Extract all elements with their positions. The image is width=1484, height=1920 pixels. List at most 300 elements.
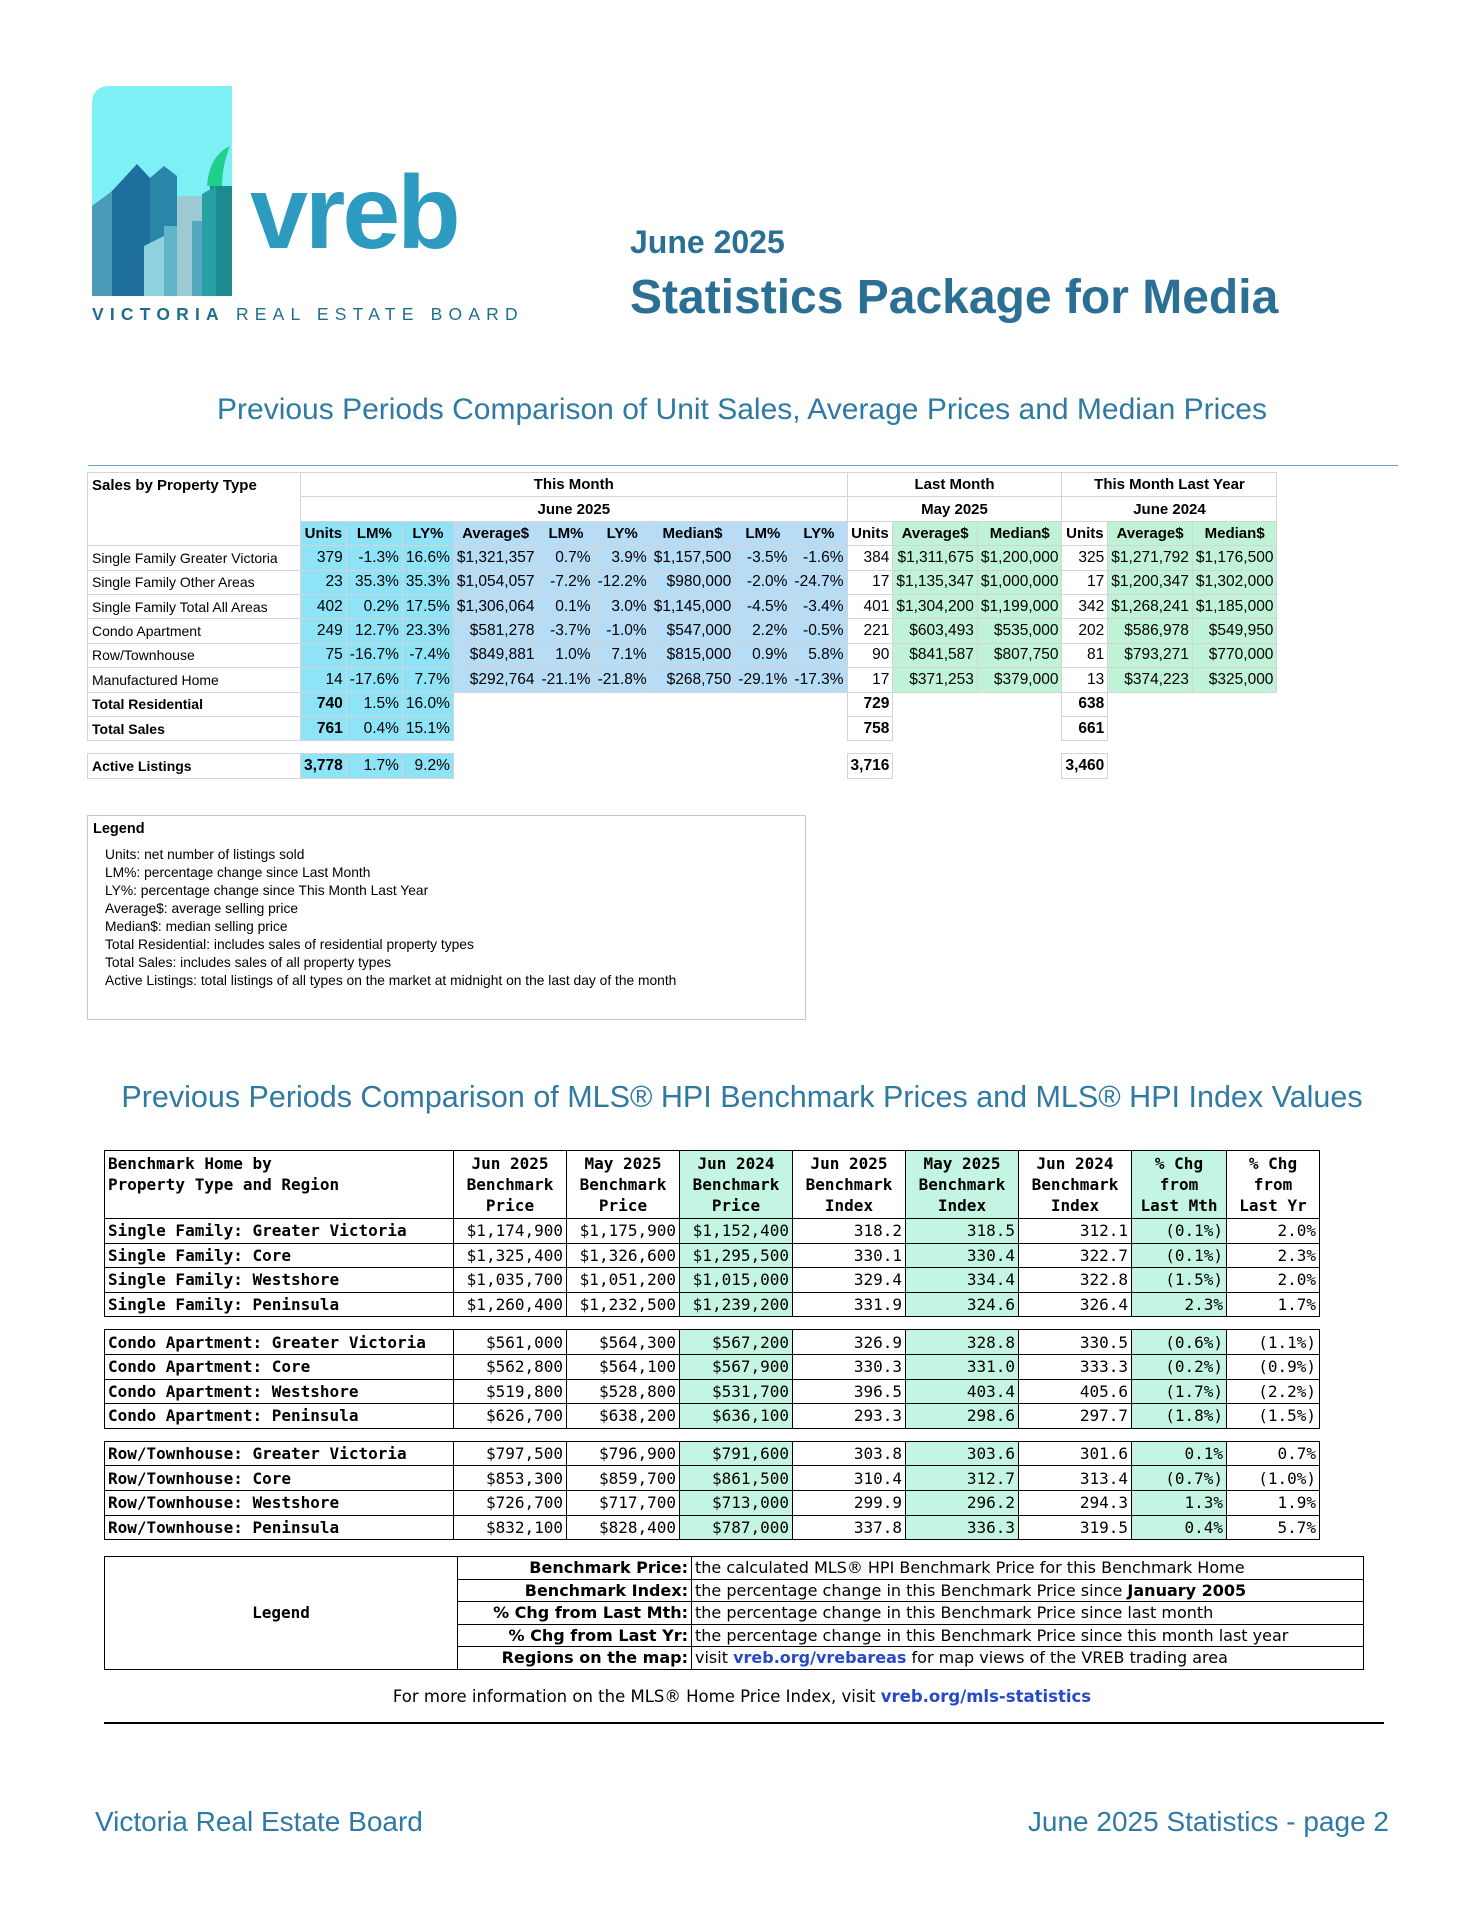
cell: 729 <box>847 692 893 716</box>
row-label: Total Residential <box>88 692 301 716</box>
legend-item: LY%: percentage change since This Month Last Year <box>105 883 429 898</box>
cell: $268,750 <box>650 668 735 692</box>
cell: 9.2% <box>402 754 453 779</box>
cell: (1.5%) <box>1227 1404 1320 1429</box>
legend-key: Regions on the map: <box>458 1647 692 1670</box>
col-header: Median$ <box>977 521 1062 545</box>
table-row <box>105 1515 1320 1540</box>
cell: $1,174,900 <box>454 1219 567 1244</box>
cell: $1,232,500 <box>567 1292 680 1317</box>
cell: $980,000 <box>650 570 735 594</box>
cell: $374,223 <box>1108 668 1193 692</box>
cell: 0.7% <box>1227 1441 1320 1466</box>
cell: 1.7% <box>346 754 402 779</box>
legend-desc: the calculated MLS® HPI Benchmark Price for this Benchmark Home <box>692 1557 1364 1580</box>
row-label: Row/Townhouse: Core <box>105 1466 454 1491</box>
mls-statistics-link[interactable]: vreb.org/mls-statistics <box>880 1687 1092 1706</box>
legend-item: Units: net number of listings sold <box>105 847 305 862</box>
cell: -0.5% <box>791 619 847 643</box>
cell: $828,400 <box>567 1515 680 1540</box>
cell: 0.4% <box>1132 1515 1227 1540</box>
cell: 90 <box>847 643 893 667</box>
cell: 312.1 <box>1019 1219 1132 1244</box>
cell: 384 <box>847 546 893 570</box>
row-label: Single Family: Peninsula <box>105 1292 454 1317</box>
cell: (1.8%) <box>1132 1404 1227 1429</box>
footer-org: Victoria Real Estate Board <box>95 1806 423 1837</box>
cell: 324.6 <box>906 1292 1019 1317</box>
cell: 638 <box>1062 692 1108 716</box>
cell: $562,800 <box>454 1354 567 1379</box>
cell: $787,000 <box>680 1515 793 1540</box>
cell: 75 <box>301 643 347 667</box>
report-month: June 2025 <box>630 224 785 260</box>
table-row <box>88 668 1277 692</box>
table-row <box>88 594 1277 618</box>
cell: (0.9%) <box>1227 1354 1320 1379</box>
cell: 326.9 <box>793 1330 906 1355</box>
total-row <box>88 692 1277 716</box>
cell: $797,500 <box>454 1441 567 1466</box>
row-label: Manufactured Home <box>88 668 301 692</box>
cell: 16.6% <box>402 546 453 570</box>
cell: 17.5% <box>402 594 453 618</box>
cell: $1,302,000 <box>1192 570 1277 594</box>
cell: 2.3% <box>1132 1292 1227 1317</box>
table-row <box>88 643 1277 667</box>
cell: $1,239,200 <box>680 1292 793 1317</box>
cell: -21.1% <box>538 668 594 692</box>
cell: 81 <box>1062 643 1108 667</box>
legend-item: Active Listings: total listings of all types on the market at midnight on the last day of the month <box>105 973 677 988</box>
cell: -7.4% <box>402 643 453 667</box>
cell: $1,175,900 <box>567 1219 680 1244</box>
cell: 23 <box>301 570 347 594</box>
cell: 310.4 <box>793 1466 906 1491</box>
period-last-month: May 2025 <box>847 497 1062 521</box>
cell: 403.4 <box>906 1379 1019 1404</box>
cell: 761 <box>301 716 347 740</box>
cell: $1,200,347 <box>1108 570 1193 594</box>
cell: 299.9 <box>793 1490 906 1515</box>
hpi-col-header: Jun 2024 Benchmark Price <box>680 1151 793 1219</box>
hpi-legend-title: Legend <box>105 1557 458 1670</box>
cell: $1,304,200 <box>893 594 978 618</box>
gap-row <box>105 1317 1320 1330</box>
cell: 329.4 <box>793 1268 906 1293</box>
cell: $519,800 <box>454 1379 567 1404</box>
row-label: Row/Townhouse: Peninsula <box>105 1515 454 1540</box>
cell: 326.4 <box>1019 1292 1132 1317</box>
col-header: Median$ <box>1192 521 1277 545</box>
cell: $371,253 <box>893 668 978 692</box>
cell: $861,500 <box>680 1466 793 1491</box>
legend-key: % Chg from Last Mth: <box>458 1602 692 1625</box>
table-row <box>105 1219 1320 1244</box>
cell: $561,000 <box>454 1330 567 1355</box>
cell: 0.1% <box>1132 1441 1227 1466</box>
col-header: LM% <box>346 521 402 545</box>
cell: 0.9% <box>735 643 791 667</box>
cell: 297.7 <box>1019 1404 1132 1429</box>
cell: 758 <box>847 716 893 740</box>
cell: 661 <box>1062 716 1108 740</box>
table-row <box>105 1466 1320 1491</box>
row-label: Single Family: Greater Victoria <box>105 1219 454 1244</box>
cell: 2.3% <box>1227 1243 1320 1268</box>
cell: (0.1%) <box>1132 1243 1227 1268</box>
footer-page: June 2025 Statistics - page 2 <box>1027 1806 1389 1837</box>
cell: -1.3% <box>346 546 402 570</box>
cell: 3.9% <box>594 546 650 570</box>
cell: $1,015,000 <box>680 1268 793 1293</box>
legend-item: Average$: average selling price <box>105 901 299 916</box>
cell: $1,035,700 <box>454 1268 567 1293</box>
cell: 294.3 <box>1019 1490 1132 1515</box>
col-header: Units <box>1062 521 1108 545</box>
cell: -2.0% <box>735 570 791 594</box>
cell: 301.6 <box>1019 1441 1132 1466</box>
spacer <box>893 754 1062 779</box>
cell: 35.3% <box>402 570 453 594</box>
legend-item: Total Residential: includes sales of residential property types <box>105 937 474 952</box>
cell: (0.6%) <box>1132 1330 1227 1355</box>
cell: 202 <box>1062 619 1108 643</box>
cell: 5.7% <box>1227 1515 1320 1540</box>
cell: 379 <box>301 546 347 570</box>
spacer <box>453 716 847 740</box>
cell: 3.0% <box>594 594 650 618</box>
cell: -3.5% <box>735 546 791 570</box>
cell: -1.6% <box>791 546 847 570</box>
cell: $379,000 <box>977 668 1062 692</box>
legend-key: % Chg from Last Yr: <box>458 1624 692 1647</box>
spacer <box>1108 692 1277 716</box>
sales-table-corner: Sales by Property Type <box>88 473 301 546</box>
spacer <box>453 754 847 779</box>
cell: $1,295,500 <box>680 1243 793 1268</box>
cell: 5.8% <box>791 643 847 667</box>
cell: 318.2 <box>793 1219 906 1244</box>
gap-row <box>105 1428 1320 1441</box>
cell: 313.4 <box>1019 1466 1132 1491</box>
legend-item: Total Sales: includes sales of all property types <box>105 955 392 970</box>
cell: 0.1% <box>538 594 594 618</box>
cell: 7.7% <box>402 668 453 692</box>
cell: 328.8 <box>906 1330 1019 1355</box>
col-header: Average$ <box>893 521 978 545</box>
cell: -4.5% <box>735 594 791 618</box>
section2-title: Previous Periods Comparison of MLS® HPI Benchmark Prices and MLS® HPI Index Values <box>121 1080 1363 1114</box>
spacer <box>1108 754 1277 779</box>
cell: 396.5 <box>793 1379 906 1404</box>
cell: 322.7 <box>1019 1243 1132 1268</box>
row-label: Single Family Total All Areas <box>88 594 301 618</box>
cell: 3,778 <box>301 754 347 779</box>
cell: 322.8 <box>1019 1268 1132 1293</box>
logo-wordmark: vreb <box>250 155 458 271</box>
col-header: Median$ <box>650 521 735 545</box>
cell: $564,300 <box>567 1330 680 1355</box>
cell: $1,325,400 <box>454 1243 567 1268</box>
cell: -21.8% <box>594 668 650 692</box>
col-header: LY% <box>791 521 847 545</box>
hpi-table-corner: Benchmark Home by Property Type and Region <box>105 1151 454 1219</box>
cell: $1,000,000 <box>977 570 1062 594</box>
sales-legend-title: Legend <box>93 821 145 837</box>
cell: 331.9 <box>793 1292 906 1317</box>
col-header: Average$ <box>1108 521 1193 545</box>
cell: 337.8 <box>793 1515 906 1540</box>
cell: $770,000 <box>1192 643 1277 667</box>
hpi-col-header: May 2025 Benchmark Price <box>567 1151 680 1219</box>
table-row <box>105 1379 1320 1404</box>
cell: 740 <box>301 692 347 716</box>
cell: 318.5 <box>906 1219 1019 1244</box>
cell: $626,700 <box>454 1404 567 1429</box>
cell: 2.2% <box>735 619 791 643</box>
legend-item: LM%: percentage change since Last Month <box>105 865 371 880</box>
cell: 330.4 <box>906 1243 1019 1268</box>
cell: 303.8 <box>793 1441 906 1466</box>
table-row <box>105 1268 1320 1293</box>
cell: 13 <box>1062 668 1108 692</box>
cell: $535,000 <box>977 619 1062 643</box>
row-label: Condo Apartment: Greater Victoria <box>105 1330 454 1355</box>
cell: 2.0% <box>1227 1219 1320 1244</box>
legend-desc: the percentage change in this Benchmark Price since January 2005 <box>692 1579 1364 1602</box>
cell: 221 <box>847 619 893 643</box>
cell: $1,268,241 <box>1108 594 1193 618</box>
cell: $292,764 <box>453 668 538 692</box>
vreb-logo <box>92 86 524 326</box>
cell: $1,200,000 <box>977 546 1062 570</box>
table-row <box>105 1330 1320 1355</box>
cell: (0.2%) <box>1132 1354 1227 1379</box>
cell: $853,300 <box>454 1466 567 1491</box>
cell: 1.3% <box>1132 1490 1227 1515</box>
cell: $1,260,400 <box>454 1292 567 1317</box>
cell: $1,306,064 <box>453 594 538 618</box>
cell: 3,716 <box>847 754 893 779</box>
cell: $1,145,000 <box>650 594 735 618</box>
cell: $841,587 <box>893 643 978 667</box>
hpi-col-header: % Chg from Last Yr <box>1227 1151 1320 1219</box>
cell: 325 <box>1062 546 1108 570</box>
group-last-year: This Month Last Year <box>1062 473 1277 497</box>
row-label: Condo Apartment: Core <box>105 1354 454 1379</box>
hpi-col-header: % Chg from Last Mth <box>1132 1151 1227 1219</box>
table-row <box>105 1354 1320 1379</box>
cell: $528,800 <box>567 1379 680 1404</box>
cell: $603,493 <box>893 619 978 643</box>
cell: $717,700 <box>567 1490 680 1515</box>
legend-item: Median$: median selling price <box>105 919 288 934</box>
cell: $325,000 <box>1192 668 1277 692</box>
cell: -24.7% <box>791 570 847 594</box>
table-row <box>88 546 1277 570</box>
row-label: Row/Townhouse: Greater Victoria <box>105 1441 454 1466</box>
row-label: Single Family: Westshore <box>105 1268 454 1293</box>
cell: $713,000 <box>680 1490 793 1515</box>
cell: $791,600 <box>680 1441 793 1466</box>
cell: $1,054,057 <box>453 570 538 594</box>
cell: $1,176,500 <box>1192 546 1277 570</box>
report-title: Statistics Package for Media <box>630 271 1279 324</box>
cell: $1,199,000 <box>977 594 1062 618</box>
cell: $586,978 <box>1108 619 1193 643</box>
cell: 402 <box>301 594 347 618</box>
col-header: LM% <box>735 521 791 545</box>
cell: $1,185,000 <box>1192 594 1277 618</box>
cell: $1,135,347 <box>893 570 978 594</box>
cell: 0.4% <box>346 716 402 740</box>
cell: $1,271,792 <box>1108 546 1193 570</box>
cell: 319.5 <box>1019 1515 1132 1540</box>
cell: 342 <box>1062 594 1108 618</box>
cell: 330.1 <box>793 1243 906 1268</box>
row-label: Condo Apartment: Peninsula <box>105 1404 454 1429</box>
cell: $815,000 <box>650 643 735 667</box>
col-header: Average$ <box>453 521 538 545</box>
cell: $1,051,200 <box>567 1268 680 1293</box>
cell: 16.0% <box>402 692 453 716</box>
cell: $531,700 <box>680 1379 793 1404</box>
cell: 405.6 <box>1019 1379 1132 1404</box>
cell: $793,271 <box>1108 643 1193 667</box>
spacer <box>893 716 1062 740</box>
row-label: Row/Townhouse <box>88 643 301 667</box>
row-label: Condo Apartment <box>88 619 301 643</box>
cell: $547,000 <box>650 619 735 643</box>
cell: (1.0%) <box>1227 1466 1320 1491</box>
total-row <box>88 754 1277 779</box>
cell: 23.3% <box>402 619 453 643</box>
cell: $1,311,675 <box>893 546 978 570</box>
cell: $638,200 <box>567 1404 680 1429</box>
group-last-month: Last Month <box>847 473 1062 497</box>
cell: 330.3 <box>793 1354 906 1379</box>
cell: -16.7% <box>346 643 402 667</box>
vrebareas-link[interactable]: vreb.org/vrebareas <box>733 1648 907 1668</box>
cell: $567,200 <box>680 1330 793 1355</box>
cell: -29.1% <box>735 668 791 692</box>
hpi-table <box>104 1150 1320 1540</box>
row-label: Single Family Greater Victoria <box>88 546 301 570</box>
table-row <box>105 1441 1320 1466</box>
table-row <box>88 619 1277 643</box>
cell: $1,157,500 <box>650 546 735 570</box>
spacer <box>453 692 847 716</box>
cell: 1.9% <box>1227 1490 1320 1515</box>
cell: 303.6 <box>906 1441 1019 1466</box>
cell: 7.1% <box>594 643 650 667</box>
cell: 401 <box>847 594 893 618</box>
cell: 12.7% <box>346 619 402 643</box>
cell: 296.2 <box>906 1490 1019 1515</box>
hpi-col-header: May 2025 Benchmark Index <box>906 1151 1019 1219</box>
cell: $807,750 <box>977 643 1062 667</box>
cell: 1.5% <box>346 692 402 716</box>
cell: 336.3 <box>906 1515 1019 1540</box>
cell: $796,900 <box>567 1441 680 1466</box>
spacer <box>893 692 1062 716</box>
table-row <box>105 1490 1320 1515</box>
cell: 333.3 <box>1019 1354 1132 1379</box>
cell: 35.3% <box>346 570 402 594</box>
cell: $549,950 <box>1192 619 1277 643</box>
col-header: LY% <box>594 521 650 545</box>
cell: $726,700 <box>454 1490 567 1515</box>
cell: 249 <box>301 619 347 643</box>
cell: -17.3% <box>791 668 847 692</box>
hpi-col-header: Jun 2025 Benchmark Index <box>793 1151 906 1219</box>
table-row <box>105 1243 1320 1268</box>
cell: 14 <box>301 668 347 692</box>
table-row <box>88 570 1277 594</box>
legend-key: Benchmark Index: <box>458 1579 692 1602</box>
cell: (0.1%) <box>1132 1219 1227 1244</box>
cell: $581,278 <box>453 619 538 643</box>
row-label: Single Family: Core <box>105 1243 454 1268</box>
cell: $1,326,600 <box>567 1243 680 1268</box>
period-last-year: June 2024 <box>1062 497 1277 521</box>
cell: 334.4 <box>906 1268 1019 1293</box>
row-label: Active Listings <box>88 754 301 779</box>
gap-row <box>88 741 1277 754</box>
legend-key: Benchmark Price: <box>458 1557 692 1580</box>
cell: 298.6 <box>906 1404 1019 1429</box>
cell: $1,321,357 <box>453 546 538 570</box>
cell: $636,100 <box>680 1404 793 1429</box>
row-label: Total Sales <box>88 716 301 740</box>
cell: $832,100 <box>454 1515 567 1540</box>
hpi-col-header: Jun 2025 Benchmark Price <box>454 1151 567 1219</box>
cell: -1.0% <box>594 619 650 643</box>
legend-desc: the percentage change in this Benchmark Price since this month last year <box>692 1624 1364 1647</box>
section1-title: Previous Periods Comparison of Unit Sales, Average Prices and Median Prices <box>217 393 1267 426</box>
cell: 17 <box>1062 570 1108 594</box>
cell: (2.2%) <box>1227 1379 1320 1404</box>
total-row <box>88 716 1277 740</box>
table-row <box>105 1292 1320 1317</box>
cell: 330.5 <box>1019 1330 1132 1355</box>
cell: -12.2% <box>594 570 650 594</box>
more-info-line: For more information on the MLS® Home Price Index, visit vreb.org/mls-statistics <box>392 1687 1092 1706</box>
hpi-col-header: Jun 2024 Benchmark Index <box>1019 1151 1132 1219</box>
row-label: Row/Townhouse: Westshore <box>105 1490 454 1515</box>
cell: (0.7%) <box>1132 1466 1227 1491</box>
group-this-month: This Month <box>301 473 848 497</box>
cell: 17 <box>847 570 893 594</box>
legend-row <box>105 1557 1364 1580</box>
cell: $849,881 <box>453 643 538 667</box>
cell: -3.7% <box>538 619 594 643</box>
cell: 0.2% <box>346 594 402 618</box>
table-row <box>105 1404 1320 1429</box>
col-header: LY% <box>402 521 453 545</box>
cell: 15.1% <box>402 716 453 740</box>
cell: (1.1%) <box>1227 1330 1320 1355</box>
logo-tagline: VICTORIA REAL ESTATE BOARD <box>92 304 524 324</box>
cell: 0.7% <box>538 546 594 570</box>
hpi-legend <box>104 1556 1364 1670</box>
cell: 2.0% <box>1227 1268 1320 1293</box>
spacer <box>88 741 1277 754</box>
row-label: Condo Apartment: Westshore <box>105 1379 454 1404</box>
cell: 331.0 <box>906 1354 1019 1379</box>
cell: $567,900 <box>680 1354 793 1379</box>
